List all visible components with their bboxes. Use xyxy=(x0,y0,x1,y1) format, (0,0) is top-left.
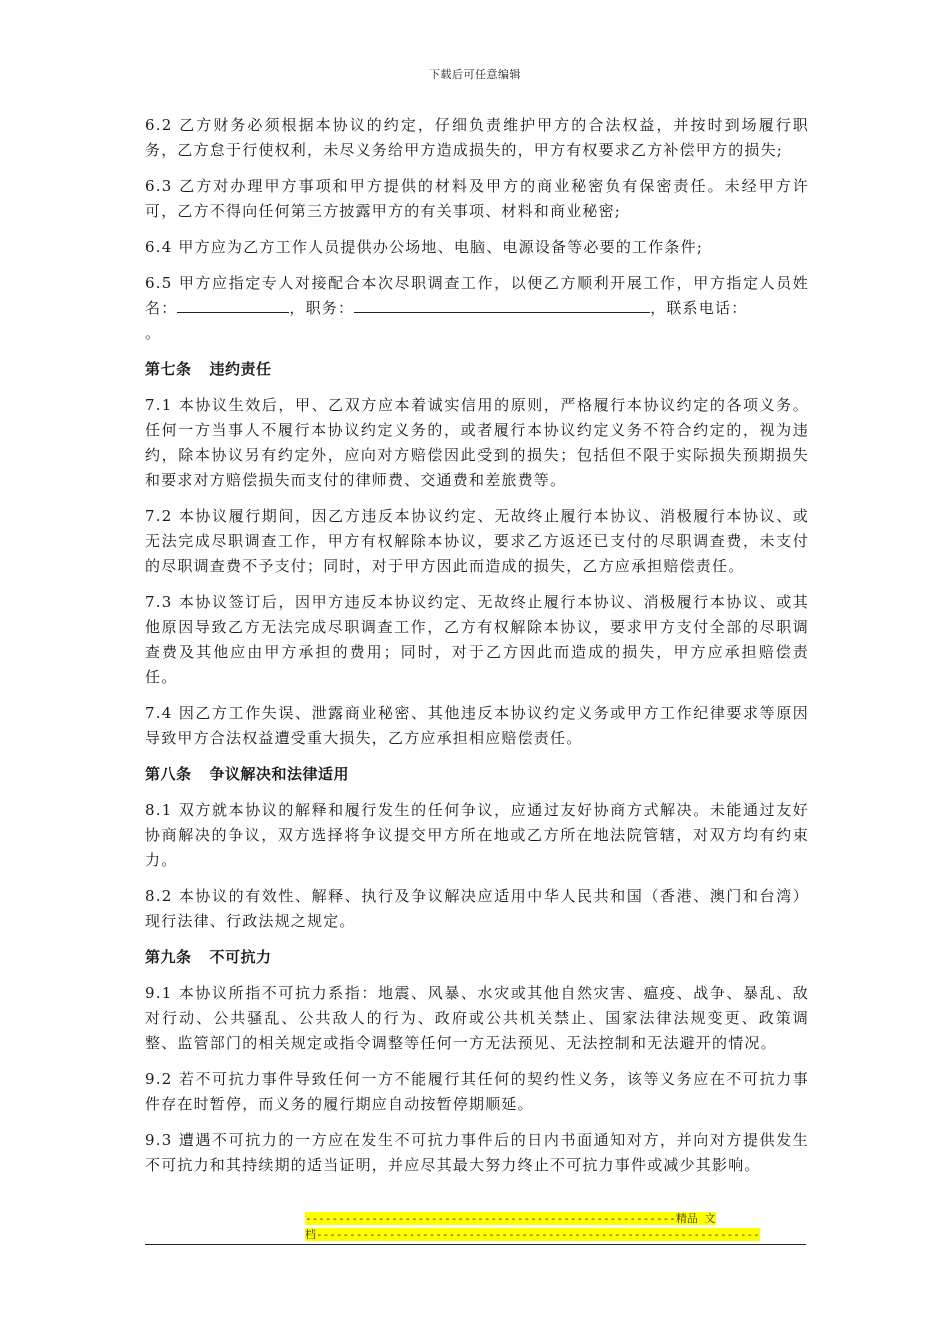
clause-7-3: 7.3 本协议签订后，因甲方违反本协议约定、无故终止履行本协议、消极履行本协议、或其他原因导致乙方无法完成尽职调查工作，乙方有权解除本协议，要求甲方支付全部的尽职调查费及其他应由甲方承担的费用；同时，对于乙方因此而造成的损失，甲方应承担赔偿责任。 xyxy=(145,593,809,686)
clause-7-1: 7.1 本协议生效后，甲、乙双方应本着诚实信用的原则，严格履行本协议约定的各项义务。任何一方当事人不履行本协议约定义务的，或者履行本协议约定义务不符合约定的，视为违约，除本协议另有约定外，应向对方赔偿因此受到的损失；包括但不限于实际损失预期损失和要求对方赔偿损失而支付的律师费、交通费和差旅费等。 xyxy=(145,396,809,489)
article-7-number: 第七条 xyxy=(145,360,192,378)
clause-9-2: 9.2 若不可抗力事件导致任何一方不能履行其任何的契约性义务，该等义务应在不可抗力事件存在时暂停，而义务的履行期应自动按暂停期顺延。 xyxy=(145,1070,809,1113)
document-body xyxy=(145,113,809,1189)
clause-9-3: 9.3 遭遇不可抗力的一方应在发生不可抗力事件后的日内书面通知对方，并向对方提供发生不可抗力和其持续期的适当证明，并应尽其最大努力终止不可抗力事件或减少其影响。 xyxy=(145,1131,809,1174)
footer-line-2: 档------------------------------------------------------------------- xyxy=(305,1228,760,1241)
clause-6-5-text-d: 。 xyxy=(145,324,162,342)
clause-6-3: 6.3 乙方对办理甲方事项和甲方提供的材料及甲方的商业秘密负有保密责任。未经甲方许可，乙方不得向任何第三方披露甲方的有关事项、材料和商业秘密; xyxy=(145,177,809,220)
footer-watermark xyxy=(305,1211,760,1243)
clause-6-5-text-b: ，职务： xyxy=(289,299,355,317)
clause-8-2: 8.2 本协议的有效性、解释、执行及争议解决应适用中华人民共和国（香港、澳门和台湾）现行法律、行政法规之规定。 xyxy=(145,887,809,930)
position-blank xyxy=(354,296,650,313)
article-8-heading xyxy=(145,762,809,787)
article-9-number: 第九条 xyxy=(145,948,192,966)
clause-6-2: 6.2 乙方财务必须根据本协议的约定，仔细负责维护甲方的合法权益，并按时到场履行职务，乙方怠于行使权利，未尽义务给甲方造成损失的，甲方有权要求乙方补偿甲方的损失; xyxy=(145,116,809,159)
clause-7-4: 7.4 因乙方工作失误、泄露商业秘密、其他违反本协议约定义务或甲方工作纪律要求等原因导致甲方合法权益遭受重大损失，乙方应承担相应赔偿责任。 xyxy=(145,704,809,747)
clause-8-1: 8.1 双方就本协议的解释和履行发生的任何争议，应通过友好协商方式解决。未能通过友好协商解决的争议，双方选择将争议提交甲方所在地或乙方所在地法院管辖，对双方均有约束力。 xyxy=(145,801,809,869)
footer-divider xyxy=(145,1244,806,1245)
clause-6-4: 6.4 甲方应为乙方工作人员提供办公场地、电脑、电源设备等必要的工作条件; xyxy=(145,238,704,256)
clause-9-1: 9.1 本协议所指不可抗力系指：地震、风暴、水灾或其他自然灾害、瘟疫、战争、暴乱、敌对行动、公共骚乱、公共敌人的行为、政府或公共机关禁止、国家法律法规变更、政策调整、监管部门的相关规定或指令调整等任何一方无法预见、无法控制和无法避开的情况。 xyxy=(145,984,809,1052)
footer-line-1: --------------------------------------------------------精品 文 xyxy=(305,1212,716,1225)
article-9-heading xyxy=(145,945,809,970)
clause-6-5 xyxy=(145,271,809,346)
clause-6-5-text-c: ，联系电话： xyxy=(650,299,748,317)
page-header: 下载后可任意编辑 xyxy=(429,68,521,81)
name-blank xyxy=(177,296,289,313)
clause-7-2: 7.2 本协议履行期间，因乙方违反本协议约定、无故终止履行本协议、消极履行本协议、或无法完成尽职调查工作，甲方有权解除本协议，要求乙方返还已支付的尽职调查费，未支付的尽职调查费不予支付；同时，对于甲方因此而造成的损失，乙方应承担赔偿责任。 xyxy=(145,507,809,575)
article-8-title: 争议解决和法律适用 xyxy=(209,765,350,783)
article-7-title: 违约责任 xyxy=(209,360,272,378)
article-9-title: 不可抗力 xyxy=(209,948,272,966)
clause-6-5-text-a: 6.5 甲方应指定专人对接配合本次尽职调查工作，以便乙方顺利开展工作，甲方指定人员姓名： xyxy=(145,274,809,317)
article-8-number: 第八条 xyxy=(145,765,192,783)
article-7-heading xyxy=(145,357,809,382)
